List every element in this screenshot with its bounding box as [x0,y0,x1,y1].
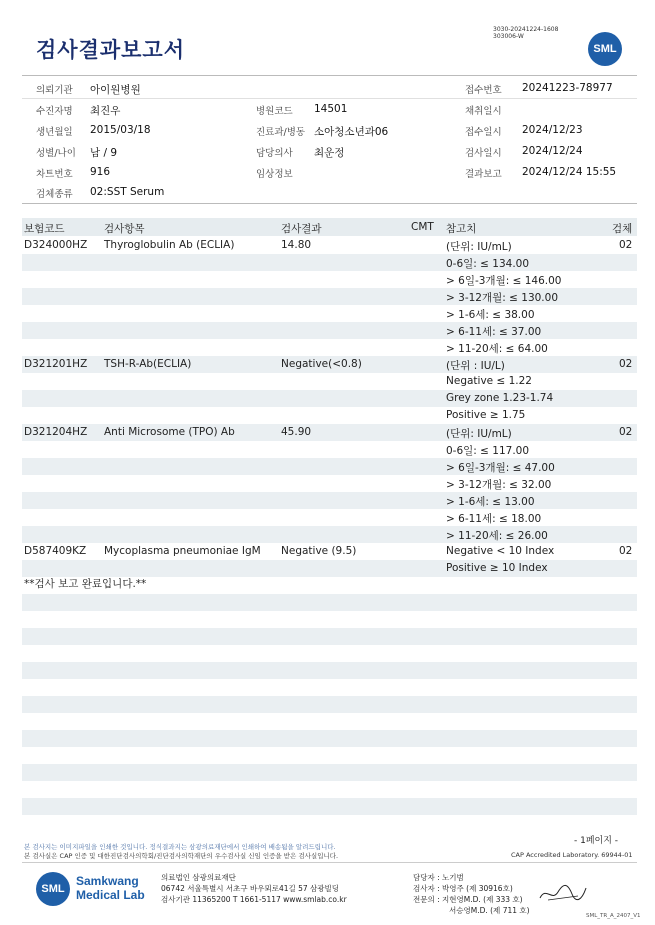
row-stripe [22,764,637,781]
result-cell: 45.90 [281,426,312,438]
manager-value: 노기범 [442,873,464,882]
specialist-2: 서승영M.D. (제 711 호) [449,906,530,915]
item-cell: Anti Microsome (TPO) Ab [104,426,235,438]
specialist-label: 전문의 : [413,895,440,904]
table-row [22,458,637,475]
ref-cell: Negative < 10 Index [446,545,555,557]
item-cell: TSH-R-Ab(ECLIA) [104,358,192,370]
patient-label: 수진자명 [36,106,73,117]
brand-name [76,874,145,902]
receipt-date-value: 2024/12/23 [522,124,583,136]
dept-label: 진료과/병동 [256,127,306,138]
table-row [22,237,637,254]
specimen-cell: 02 [619,239,633,251]
hospital-code-value: 14501 [314,103,348,115]
table-row [22,560,637,577]
document-id-line2: 303006-W [493,33,524,40]
ref-cell: > 1-6세: ≤ 13.00 [446,496,535,508]
table-row [22,424,637,441]
col-specimen-header: 검체 [612,223,633,235]
ref-cell: > 6일-3개월: ≤ 47.00 [446,462,555,474]
sml-footer-logo: SML [36,872,70,906]
table-row [22,475,637,492]
table-row [22,322,637,339]
ref-cell: > 3-12개월: ≤ 130.00 [446,292,559,304]
completion-note: **검사 보고 완료입니다.** [24,578,147,590]
table-row [22,492,637,509]
ref-cell: > 6-11세: ≤ 37.00 [446,326,542,338]
code-cell: D324000HZ [24,239,88,251]
org-license: 검사기관 11365200 T 1661-5117 www.smlab.co.kr [161,895,347,904]
table-row [22,543,637,560]
result-cell: Negative(<0.8) [281,358,362,370]
ref-cell: 0-6일: ≤ 117.00 [446,445,530,457]
row-stripe [22,662,637,679]
receipt-no-label: 접수번호 [465,85,502,96]
code-cell: D321201HZ [24,358,88,370]
page-number: - 1페이지 - [574,836,619,846]
brand-line-2: Medical Lab [76,888,145,902]
ref-cell: Grey zone 1.23-1.74 [446,392,554,404]
result-cell: Negative (9.5) [281,545,357,557]
report-label: 결과보고 [465,169,502,180]
hospital-code-label: 병원코드 [256,106,293,117]
ref-cell: > 3-12개월: ≤ 32.00 [446,479,552,491]
header-divider [22,75,637,76]
receipt-date-label: 접수일시 [465,127,502,138]
sml-logo: SML [588,32,622,66]
ref-cell: Negative ≤ 1.22 [446,375,532,387]
signature [538,880,588,906]
row-stripe [22,628,637,645]
table-row [22,390,637,407]
ref-cell: > 11-20세: ≤ 64.00 [446,343,548,355]
tester-label: 검사자 : [413,884,440,893]
ref-cell: (단위 : IU/L) [446,360,505,372]
specialist-1: 지현영M.D. (제 333 호) [442,895,523,904]
ref-cell: > 11-20세: ≤ 26.00 [446,530,548,542]
code-cell: D321204HZ [24,426,88,438]
document-id [493,26,558,40]
table-row [22,509,637,526]
ref-cell: > 6-11세: ≤ 18.00 [446,513,542,525]
report-value: 2024/12/24 15:55 [522,166,617,178]
test-date-label: 검사일시 [465,148,502,159]
doctor-label: 담당의사 [256,148,293,159]
dept-value: 소아청소년과06 [314,126,389,138]
staff-info [413,872,530,916]
results-table-header [22,218,637,236]
info-row-2 [22,99,637,120]
receipt-no-value: 20241223-78977 [522,82,613,94]
ref-cell: Positive ≥ 10 Index [446,562,548,574]
info-bottom-divider [22,203,637,204]
footer-notice-1: 본 검사지는 이미지파일을 인쇄한 것입니다. 정식결과지는 삼광의료재단에서 인쇄하여 배송됨을 알려드립니다. [24,843,336,851]
footer-divider [22,862,637,863]
table-row [22,373,637,390]
institution-label: 의뢰기관 [36,85,73,96]
manager-label: 담당자 : [413,873,440,882]
chart-no-label: 차트번호 [36,169,73,180]
patient-value: 최진우 [90,105,121,117]
table-row [22,407,637,424]
document-id-line1: 3030-20241224-1608 [493,26,559,33]
code-cell: D587409KZ [24,545,87,557]
ref-cell: Positive ≥ 1.75 [446,409,526,421]
sex-age-value: 남 / 9 [90,147,118,159]
info-row-5 [22,162,637,183]
footer-notice-2: 본 검사실은 CAP 인증 및 대한진단검사의학회/진단검사의학재단의 우수검사실 신임 인증을 받은 검사실입니다. [24,852,339,860]
info-row-6 [22,182,637,203]
chart-no-value: 916 [90,166,111,178]
col-code-header: 보험코드 [24,223,65,235]
table-row [22,254,637,271]
cap-accreditation: CAP Accredited Laboratory. 69944-01 [511,851,633,859]
specimen-cell: 02 [619,358,633,370]
info-row-1 [22,78,637,99]
table-row [22,356,637,373]
institution-value: 아이원병원 [90,84,141,96]
item-cell: Thyroglobulin Ab (ECLIA) [104,239,235,251]
report-title: 검사결과보고서 [36,38,186,62]
clinical-label: 임상정보 [256,169,293,180]
table-row [22,271,637,288]
row-stripe [22,730,637,747]
col-ref-header: 참고치 [446,223,477,235]
specimen-cell: 02 [619,545,633,557]
collection-label: 채취일시 [465,106,502,117]
org-info [161,872,347,905]
info-row-3 [22,120,637,141]
table-row [22,339,637,356]
doctor-value: 최운정 [314,147,345,159]
org-address: 06742 서울특별시 서초구 바우뫼로41길 57 삼광빌딩 [161,884,340,893]
col-result-header: 검사결과 [281,223,322,235]
tester-value: 박영주 (제 30916호) [442,884,513,893]
row-stripe [22,696,637,713]
dob-label: 생년월일 [36,127,73,138]
info-row-4 [22,141,637,162]
sex-age-label: 성별/나이 [36,148,76,159]
form-code: SML_TR_A_2407_V1 [586,913,641,919]
specimen-label: 검체종류 [36,189,73,200]
ref-cell: > 1-6세: ≤ 38.00 [446,309,535,321]
table-row [22,288,637,305]
table-row [22,305,637,322]
specimen-cell: 02 [619,426,633,438]
specimen-value: 02:SST Serum [90,186,165,198]
brand-line-1: Samkwang [76,874,139,888]
ref-cell: 0-6일: ≤ 134.00 [446,258,530,270]
table-row [22,441,637,458]
ref-cell: (단위: IU/mL) [446,428,512,440]
dob-value: 2015/03/18 [90,124,151,136]
col-cmt-header: CMT [411,221,434,233]
result-cell: 14.80 [281,239,312,251]
org-name: 의료법인 삼광의료재단 [161,873,236,882]
item-cell: Mycoplasma pneumoniae IgM [104,545,261,557]
row-stripe [22,594,637,611]
table-row [22,526,637,543]
row-stripe [22,798,637,815]
ref-cell: (단위: IU/mL) [446,241,512,253]
ref-cell: > 6일-3개월: ≤ 146.00 [446,275,562,287]
col-item-header: 검사항목 [104,223,145,235]
test-date-value: 2024/12/24 [522,145,583,157]
